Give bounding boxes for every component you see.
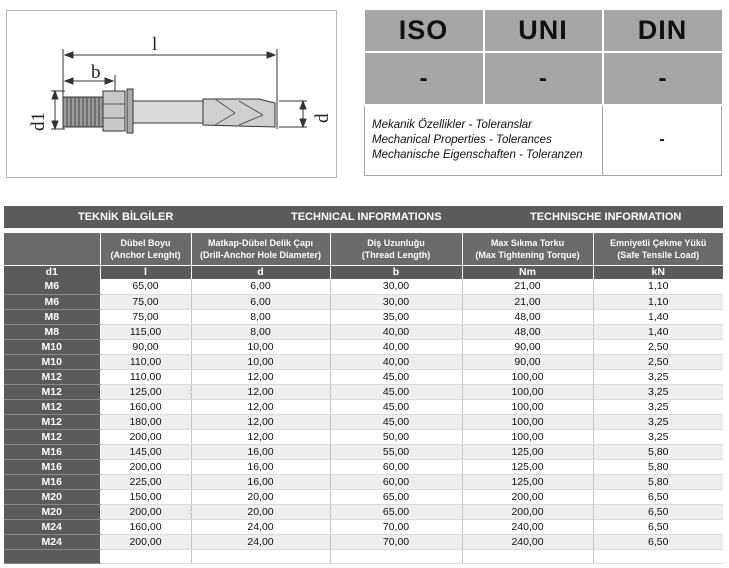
cell-torque: 200,00	[462, 489, 593, 504]
cell-torque: 200,00	[462, 504, 593, 519]
cell-d1: M6	[4, 294, 100, 309]
cell-anchor-length: 160,00	[100, 399, 191, 414]
cell-tensile-load: 6,50	[593, 519, 723, 534]
table-row	[4, 519, 723, 534]
cell-hole-diameter: 6,00	[191, 294, 330, 309]
cell-hole-diameter: 12,00	[191, 369, 330, 384]
table-row	[4, 534, 723, 549]
std-value-din: -	[603, 52, 722, 105]
cell-thread-length: 40,00	[330, 339, 462, 354]
section-title-de: TECHNISCHE INFORMATION	[530, 211, 682, 223]
table-row	[4, 474, 723, 489]
cell-anchor-length: 125,00	[100, 384, 191, 399]
table-row	[4, 399, 723, 414]
std-header-iso: ISO	[365, 10, 484, 52]
cell-thread-length: 50,00	[330, 429, 462, 444]
cell-empty	[462, 549, 593, 563]
section-title-tr: TEKNİK BİLGİLER	[78, 211, 174, 223]
cell-d1: M16	[4, 474, 100, 489]
cell-thread-length: 70,00	[330, 534, 462, 549]
cell-tensile-load: 6,50	[593, 534, 723, 549]
cell-torque: 100,00	[462, 429, 593, 444]
col-header-hole-diameter: Matkap-Dübel Delik Çapı (Drill-Anchor Hole Diameter)	[191, 233, 330, 265]
cell-hole-diameter: 12,00	[191, 399, 330, 414]
cell-anchor-length: 110,00	[100, 369, 191, 384]
cell-anchor-length: 200,00	[100, 429, 191, 444]
cell-torque: 21,00	[462, 294, 593, 309]
cell-d1: M12	[4, 429, 100, 444]
unit-b: b	[330, 265, 462, 279]
label-b: b	[91, 62, 101, 83]
table-row	[4, 339, 723, 354]
cell-hole-diameter: 12,00	[191, 429, 330, 444]
cell-hole-diameter: 16,00	[191, 444, 330, 459]
cell-thread-length: 40,00	[330, 324, 462, 339]
cell-torque: 48,00	[462, 324, 593, 339]
cell-thread-length: 40,00	[330, 354, 462, 369]
table-row	[4, 369, 723, 384]
cell-hole-diameter: 24,00	[191, 519, 330, 534]
cell-tensile-load: 3,25	[593, 414, 723, 429]
cell-anchor-length: 115,00	[100, 324, 191, 339]
cell-thread-length: 45,00	[330, 369, 462, 384]
cell-anchor-length: 145,00	[100, 444, 191, 459]
cell-thread-length: 55,00	[330, 444, 462, 459]
section-header	[4, 206, 723, 228]
cell-d1: M10	[4, 354, 100, 369]
anchor-bolt-drawing	[7, 11, 338, 179]
cell-thread-length: 30,00	[330, 294, 462, 309]
cell-tensile-load: 5,80	[593, 459, 723, 474]
cell-torque: 100,00	[462, 384, 593, 399]
cell-d1: M12	[4, 369, 100, 384]
cell-thread-length: 35,00	[330, 309, 462, 324]
table-row	[4, 324, 723, 339]
cell-torque: 100,00	[462, 414, 593, 429]
table-row	[4, 309, 723, 324]
table-row-empty	[4, 549, 723, 563]
cell-tensile-load: 3,25	[593, 399, 723, 414]
label-d: d	[312, 113, 333, 123]
cell-empty	[593, 549, 723, 563]
cell-anchor-length: 110,00	[100, 354, 191, 369]
tolerance-description	[365, 105, 603, 175]
col-header-d1	[4, 233, 100, 265]
cell-d1: M10	[4, 339, 100, 354]
cell-anchor-length: 65,00	[100, 279, 191, 294]
cell-thread-length: 65,00	[330, 489, 462, 504]
cell-torque: 100,00	[462, 369, 593, 384]
table-row	[4, 354, 723, 369]
cell-hole-diameter: 10,00	[191, 354, 330, 369]
std-header-uni: UNI	[484, 10, 603, 52]
table-row	[4, 294, 723, 309]
cell-thread-length: 30,00	[330, 279, 462, 294]
cell-hole-diameter: 16,00	[191, 474, 330, 489]
cell-thread-length: 60,00	[330, 474, 462, 489]
cell-thread-length: 70,00	[330, 519, 462, 534]
cell-torque: 48,00	[462, 309, 593, 324]
cell-anchor-length: 75,00	[100, 309, 191, 324]
table-row	[4, 459, 723, 474]
table-row	[4, 444, 723, 459]
table-row	[4, 384, 723, 399]
cell-d1: M20	[4, 489, 100, 504]
cell-tensile-load: 1,40	[593, 324, 723, 339]
cell-tensile-load: 6,50	[593, 504, 723, 519]
unit-kn: kN	[593, 265, 723, 279]
cell-thread-length: 45,00	[330, 399, 462, 414]
cell-d1: M24	[4, 534, 100, 549]
technical-data-table	[4, 233, 723, 564]
cell-hole-diameter: 20,00	[191, 504, 330, 519]
cell-tensile-load: 3,25	[593, 429, 723, 444]
cell-thread-length: 65,00	[330, 504, 462, 519]
cell-anchor-length: 200,00	[100, 504, 191, 519]
cell-torque: 125,00	[462, 474, 593, 489]
cell-torque: 240,00	[462, 534, 593, 549]
cell-thread-length: 45,00	[330, 414, 462, 429]
unit-nm: Nm	[462, 265, 593, 279]
table-row	[4, 504, 723, 519]
label-l: l	[152, 34, 158, 55]
table-header-units	[4, 265, 723, 279]
standards-table	[364, 10, 722, 176]
cell-thread-length: 45,00	[330, 384, 462, 399]
cell-hole-diameter: 8,00	[191, 324, 330, 339]
table-header-titles	[4, 233, 723, 265]
std-value-iso: -	[365, 52, 484, 105]
cell-anchor-length: 225,00	[100, 474, 191, 489]
cell-torque: 90,00	[462, 339, 593, 354]
tolerance-line-tr: Mekanik Özellikler - Toleranslar	[372, 118, 532, 131]
unit-d: d	[191, 265, 330, 279]
cell-torque: 21,00	[462, 279, 593, 294]
cell-d1: M24	[4, 519, 100, 534]
cell-anchor-length: 200,00	[100, 459, 191, 474]
cell-anchor-length: 160,00	[100, 519, 191, 534]
cell-torque: 125,00	[462, 444, 593, 459]
cell-hole-diameter: 20,00	[191, 489, 330, 504]
cell-tensile-load: 3,25	[593, 369, 723, 384]
std-value-uni: -	[484, 52, 603, 105]
cell-hole-diameter: 8,00	[191, 309, 330, 324]
cell-d1: M12	[4, 384, 100, 399]
cell-tensile-load: 5,80	[593, 444, 723, 459]
anchor-drawing-panel	[6, 10, 337, 178]
cell-anchor-length: 90,00	[100, 339, 191, 354]
cell-d1: M12	[4, 399, 100, 414]
cell-tensile-load: 1,10	[593, 279, 723, 294]
cell-anchor-length: 200,00	[100, 534, 191, 549]
col-header-torque: Max Sıkma Torku (Max Tightening Torque)	[462, 233, 593, 265]
cell-empty	[191, 549, 330, 563]
table-row	[4, 279, 723, 294]
col-header-thread-length: Diş Uzunluğu (Thread Length)	[330, 233, 462, 265]
tolerance-line-de: Mechanische Eigenschaften - Toleranzen	[372, 148, 583, 161]
cell-torque: 240,00	[462, 519, 593, 534]
cell-d1: M20	[4, 504, 100, 519]
cell-hole-diameter: 12,00	[191, 384, 330, 399]
cell-torque: 90,00	[462, 354, 593, 369]
cell-hole-diameter: 10,00	[191, 339, 330, 354]
std-header-din: DIN	[603, 10, 722, 52]
table-row	[4, 429, 723, 444]
unit-l: l	[100, 265, 191, 279]
col-header-anchor-length: Dübel Boyu (Anchor Lenght)	[100, 233, 191, 265]
cell-torque: 125,00	[462, 459, 593, 474]
cell-tensile-load: 1,10	[593, 294, 723, 309]
col-header-tensile-load: Emniyetli Çekme Yükü (Safe Tensile Load)	[593, 233, 723, 265]
cell-empty	[330, 549, 462, 563]
cell-d1: M12	[4, 414, 100, 429]
cell-d1: M6	[4, 279, 100, 294]
label-d1: d1	[28, 112, 49, 131]
cell-hole-diameter: 16,00	[191, 459, 330, 474]
tolerance-line-en: Mechanical Properties - Tolerances	[372, 133, 552, 146]
cell-tensile-load: 6,50	[593, 489, 723, 504]
unit-d1: d1	[4, 265, 100, 279]
cell-tensile-load: 1,40	[593, 309, 723, 324]
cell-tensile-load: 2,50	[593, 339, 723, 354]
tolerance-value: -	[603, 105, 722, 175]
cell-d1: M16	[4, 459, 100, 474]
cell-thread-length: 60,00	[330, 459, 462, 474]
cell-hole-diameter: 6,00	[191, 279, 330, 294]
cell-anchor-length: 75,00	[100, 294, 191, 309]
table-row	[4, 414, 723, 429]
cell-tensile-load: 3,25	[593, 384, 723, 399]
cell-d1: M8	[4, 309, 100, 324]
cell-d1: M8	[4, 324, 100, 339]
cell-empty	[4, 549, 100, 563]
cell-empty	[100, 549, 191, 563]
cell-tensile-load: 2,50	[593, 354, 723, 369]
cell-hole-diameter: 24,00	[191, 534, 330, 549]
cell-anchor-length: 150,00	[100, 489, 191, 504]
cell-torque: 100,00	[462, 399, 593, 414]
table-row	[4, 489, 723, 504]
cell-tensile-load: 5,80	[593, 474, 723, 489]
cell-hole-diameter: 12,00	[191, 414, 330, 429]
cell-anchor-length: 180,00	[100, 414, 191, 429]
section-title-en: TECHNICAL INFORMATIONS	[291, 211, 442, 223]
cell-d1: M16	[4, 444, 100, 459]
